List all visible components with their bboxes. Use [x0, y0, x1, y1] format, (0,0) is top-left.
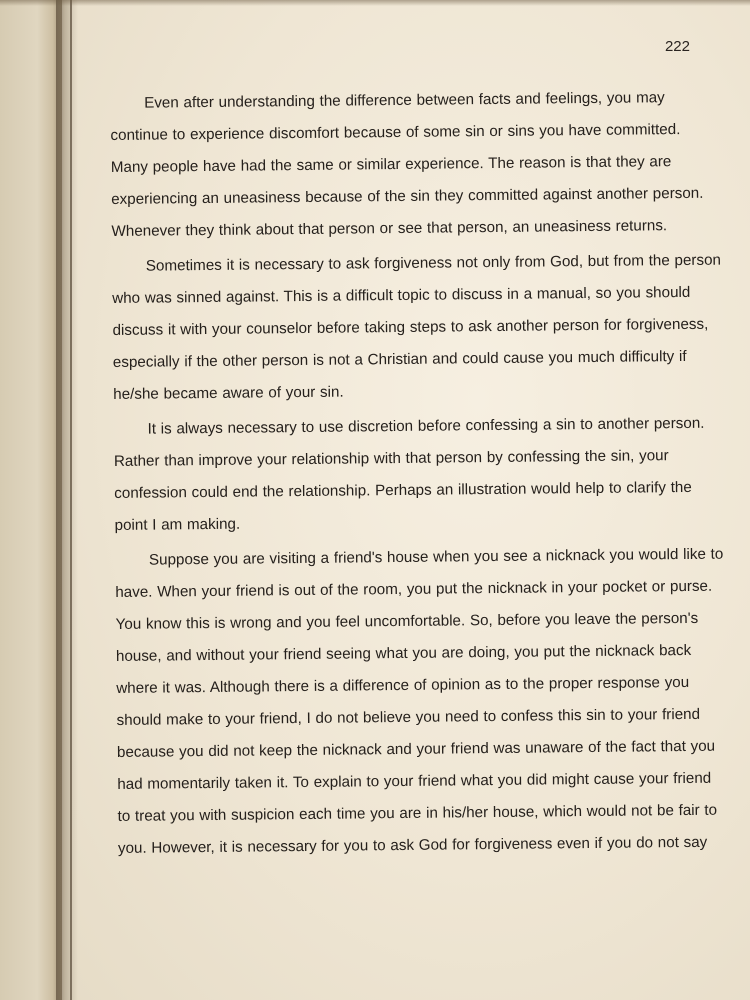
page-number: 222 [664, 38, 690, 55]
book-gutter-shadow [56, 0, 78, 1000]
left-page [0, 0, 62, 1000]
paragraph-1: Even after understanding the difference between facts and feelings, you may continue to experience discomfort because of some sin or sins you have committed. Many people have had the same or similar experience. The reason is that they are experiencing an uneasiness because of the sin they committed against another person. Whenever they think about that person or see that person, an uneasiness returns. [110, 89, 704, 240]
page-edge [70, 0, 72, 1000]
top-shadow [0, 0, 750, 6]
body-text [110, 82, 728, 865]
paragraph-3: It is always necessary to use discretion before confessing a sin to another person. Rather than improve your relationship with that person by confessing the sin, your confession could end the relationship. Perhaps an illustration would help to clarify the point I am making. [113, 414, 705, 534]
paragraph-2: Sometimes it is necessary to ask forgiveness not only from God, but from the person who was sinned against. This is a difficult topic to discuss in a manual, so you should discuss it with your counselor before taking steps to ask another person for forgiveness, especially if the other person is not a Christian and could cause you much difficulty if he/she became aware of your sin. [112, 251, 722, 403]
paragraph-4: Suppose you are visiting a friend's house when you see a nicknack you would like to have. When your friend is out of the room, you put the nicknack in your pocket or purse. You know this is wrong and you feel uncomfortable. So, before you leave the person's house, and without your friend seeing what you are doing, you put the nicknack back where it was. Although there is a difference of opinion as to the proper response you should make to your friend, I do not believe you need to confess this sin to your friend because you did not keep the nicknack and your friend was unaware of the fact that you had momentarily taken it. To explain to your friend what you did might cause your friend to treat you with suspicion each time you are in his/her house, which would not be fair to you. However, it is necessary for you to ask God for forgiveness even if you do not say [115, 545, 724, 857]
